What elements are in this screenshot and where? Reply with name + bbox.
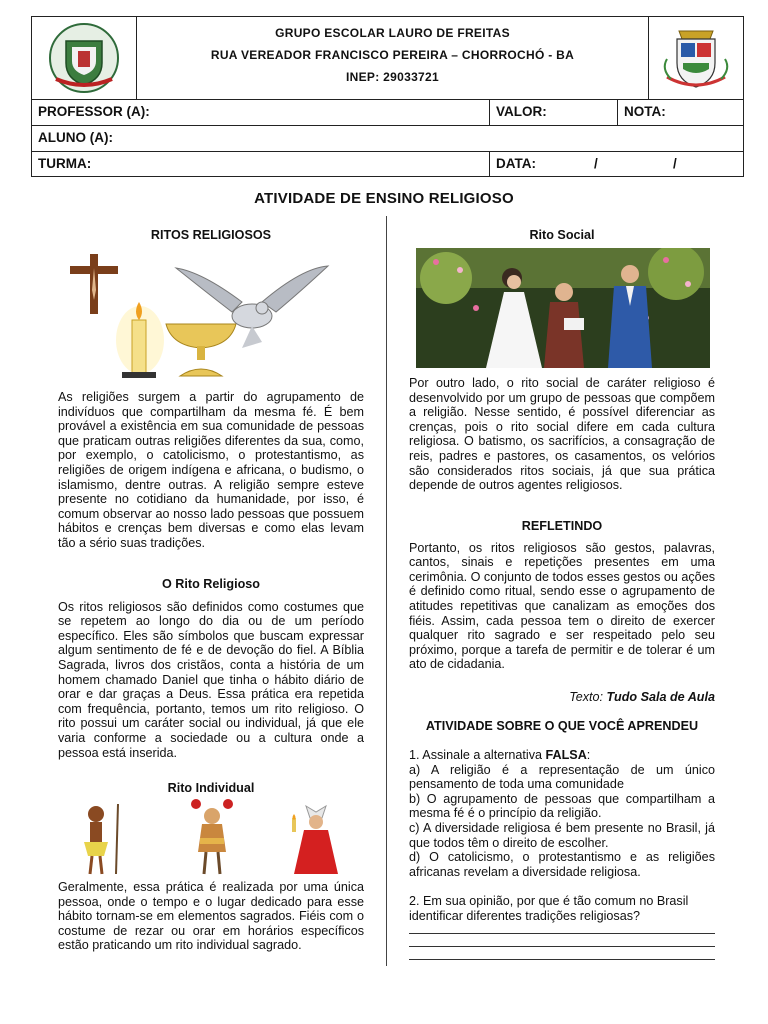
rito-social-paragraph: Por outro lado, o rito social de caráter religioso é desenvolvido por um grupo de pessoas que compõem a religião. Nesse sentido, é possível diferenciar as crenças, pois o rito social difere em cada cultura religiosa. O batismo, os sacrifícios, a consagração de reis, padres e pastores, os casamentos, os velórios são considerados ritos sociais, já que sua prática depende de outros agentes religiosos.	[409, 376, 715, 493]
column-divider	[386, 216, 387, 966]
school-header	[31, 16, 744, 177]
data-field	[489, 151, 743, 177]
monk-figure-icon	[292, 806, 338, 874]
turma-label: TURMA:	[38, 156, 92, 171]
question-1-prompt	[409, 748, 715, 763]
option-d: d) O catolicismo, o protestantismo e as religiões africanas revelam a diversidade religiosa.	[409, 850, 715, 879]
row-turma	[32, 151, 743, 177]
left-column	[58, 228, 364, 243]
q1-falsa: FALSA	[545, 748, 587, 762]
rito-individual-heading: Rito Individual	[167, 781, 255, 795]
atividade-block	[409, 719, 715, 734]
data-separator-2: /	[673, 156, 677, 171]
school-address: RUA VEREADOR FRANCISCO PEREIRA – CHORROCHÓ - BA	[210, 48, 575, 62]
option-a: a) A religião é a representação de um único pensamento de toda uma comunidade	[409, 762, 715, 792]
rito-individual-text-block	[58, 880, 364, 953]
source-credit	[409, 690, 715, 705]
row-aluno	[32, 125, 743, 152]
rito-individual-block	[58, 781, 364, 796]
answer-line	[409, 959, 715, 960]
dancer-figure-icon	[84, 804, 118, 874]
school-name: GRUPO ESCOLAR LAURO DE FREITAS	[275, 26, 510, 40]
q1-prefix: 1. Assinale a alternativa	[409, 748, 546, 762]
candle-icon	[116, 302, 164, 378]
rito-social-heading: Rito Social	[529, 228, 595, 242]
atividade-heading: ATIVIDADE SOBRE O QUE VOCÊ APRENDEU	[425, 719, 699, 733]
maraca-figure-icon	[191, 799, 233, 874]
school-inep: INEP: 29033721	[346, 70, 439, 84]
question-2	[409, 894, 715, 960]
wedding-photo-image	[416, 248, 710, 368]
city-coat-of-arms	[648, 17, 743, 99]
refletindo-heading: REFLETINDO	[521, 519, 603, 533]
rito-social-text-block	[409, 376, 715, 493]
refletindo-block	[409, 519, 715, 672]
rito-religioso-block	[58, 577, 364, 760]
aluno-label: ALUNO (A):	[38, 130, 113, 145]
question-2-prompt: 2. Em sua opinião, por que é tão comum no Brasil identificar diferentes tradições religiosas?	[409, 894, 689, 923]
data-label: DATA:	[496, 156, 536, 171]
nota-label: NOTA:	[617, 99, 743, 125]
data-separator-1: /	[594, 156, 598, 171]
answer-line	[409, 933, 715, 934]
source-label: Texto:	[569, 690, 604, 704]
page-title: ATIVIDADE DE ENSINO RELIGIOSO	[254, 190, 514, 207]
question-1	[409, 748, 715, 879]
intro-paragraph: As religiões surgem a partir do agrupamento de indivíduos que compartilham da mesma fé. É bem provável a existência em sua comunidade de pessoas que praticam outras religiões diferentes da sua, como, por exemplo, o catolicismo, o protestantismo, as religiões de origem indígena e africana, o budismo, o islamismo, dentre outras. A religião sempre esteve presente no cotidiano da humanidade, por isso, é comum observar ao nosso lado pessoas que possuem hábitos e crenças bem diversas e como elas levam tão a sério suas tradições.	[58, 390, 364, 550]
religious-symbols-image	[66, 250, 334, 382]
crucifix-icon	[70, 254, 118, 314]
option-c: c) A diversidade religiosa é bem presente no Brasil, já que todos têm o direito de escolher.	[409, 820, 715, 850]
valor-label: VALOR:	[489, 99, 617, 125]
row-professor	[32, 99, 743, 126]
source-name: Tudo Sala de Aula	[606, 690, 715, 704]
rito-religioso-heading: O Rito Religioso	[162, 577, 260, 591]
individual-rite-figures-image	[66, 798, 358, 878]
ritos-religiosos-heading: RITOS RELIGIOSOS	[150, 228, 272, 242]
rito-religioso-paragraph: Os ritos religiosos são definidos como costumes que se repetem ao longo do dia ou de um período específico. Eles são símbolos que buscam expressar algum sentimento de fé e de devoção do fiel. A Bíblia Sagrada, livros dos cristãos, conta a história de um homem chamado Daniel que tinha o hábito diário de orar e dar graças a Deus. Essa prática era repetida com frequência, portanto, temos um rito religioso. O rito possui um caráter social ou individual, já que ele varia conforme a sociedade ou a cultura onde a pessoa está inserida.	[58, 599, 364, 760]
school-logo	[32, 17, 137, 99]
option-b: b) O agrupamento de pessoas que compartilham a mesma fé é o princípio da religião.	[409, 791, 715, 821]
chalice-icon	[166, 324, 236, 376]
q1-suffix: :	[586, 748, 591, 762]
header-top	[32, 17, 743, 100]
refletindo-paragraph: Portanto, os ritos religiosos são gestos, palavras, cantos, sinais e repetições presentes em uma cerimônia. O conjunto de todos esses gestos ou ações é definido como ritual, sendo esse o agrupamento de atitudes repetitivas que canalizam as emoções dos fiéis. Assim, cada pessoa tem o direito de exercer qualquer rito sagrado e ser respeitado pelo seu próximo, porque a tarefa de permitir e de tolerar é um ato de cidadania.	[409, 540, 715, 672]
school-info	[136, 17, 649, 99]
professor-label: PROFESSOR (A):	[38, 104, 150, 119]
intro-block	[58, 390, 364, 551]
rito-social-block	[409, 228, 715, 243]
answer-line	[409, 946, 715, 947]
rito-individual-paragraph: Geralmente, essa prática é realizada por uma única pessoa, onde o tempo e o lugar dedicado para esse hábito tornam-se em elementos sagrados. Fiéis com o costume de rezar ou orar em horários específicos estão praticando um rito individual sagrado.	[58, 880, 364, 953]
